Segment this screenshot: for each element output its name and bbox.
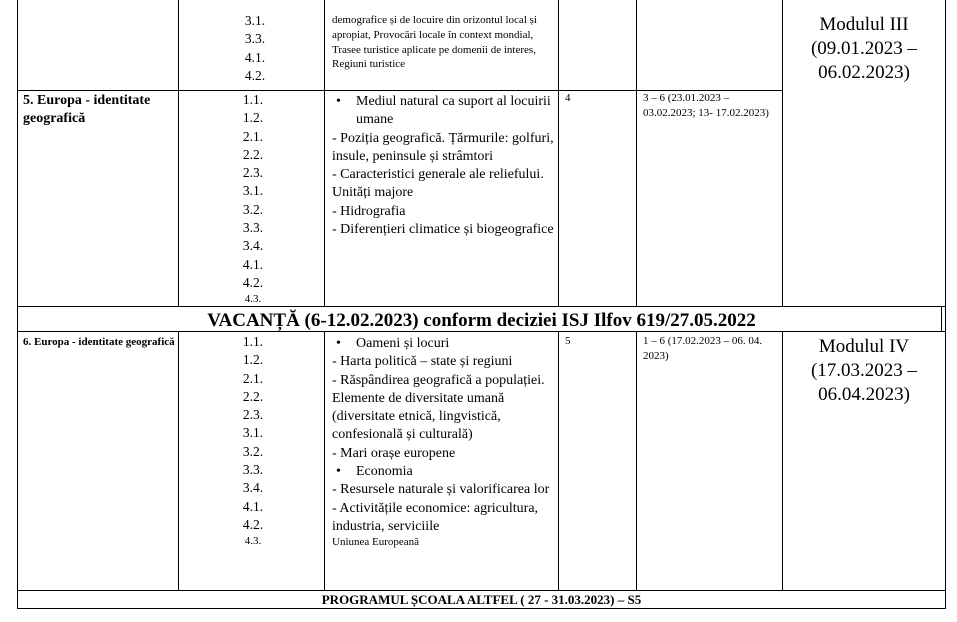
code: 1.1. (242, 334, 264, 349)
row5-content (332, 93, 554, 239)
row5-codes (228, 91, 278, 306)
row6-hours: 5 (565, 335, 571, 347)
code: 2.1. (242, 370, 264, 386)
code: 4.3. (244, 293, 262, 306)
content-line: - Activitățile economice: agricultura, industria, serviciile (332, 500, 539, 534)
unit-5-title: 5. Europa - identitate geografică (23, 93, 151, 126)
code: 2.2. (242, 388, 264, 404)
footer-banner: PROGRAMUL ȘCOALA ALTFEL ( 27 - 31.03.2023) – S5 (321, 592, 642, 607)
code: 4.2. (242, 274, 264, 290)
code: 4.2. (244, 67, 266, 83)
content-line: - Diferențieri climatice și biogeografice (332, 222, 554, 238)
module-end: 06.04.2023) (818, 384, 910, 405)
code: 1.1. (242, 92, 264, 107)
code: 1.2. (242, 352, 264, 368)
module-title: Modulul III (819, 14, 909, 35)
small-note: Uniunea Europeană (332, 536, 420, 549)
code: 3.1. (242, 183, 264, 199)
content-line: - Harta politică – state și regiuni (332, 354, 513, 370)
row6-codes (228, 333, 278, 548)
top-row-content: demografice și de locuire din orizontul local și apropiat, Provocări locale în context mondial, Trasee turistice aplicate pe domenii de interes, Regiuni turistice (332, 14, 537, 71)
code: 1.2. (242, 110, 264, 126)
code: 4.1. (242, 256, 264, 272)
content-line: - Mari orașe europene (332, 445, 456, 461)
code: 3.1. (242, 425, 264, 441)
code: 3.4. (242, 238, 264, 254)
content-line: - Caracteristici generale ale reliefului. Unități majore (332, 167, 544, 201)
code: 4.3. (244, 535, 262, 548)
content-line: - Resursele naturale și valorificarea lor (332, 482, 550, 498)
code: 3.1. (244, 13, 266, 28)
code: 3.3. (244, 31, 266, 47)
code: 4.2. (242, 516, 264, 532)
module-iii-label (790, 13, 938, 85)
bullet-item: • Oameni și locuri (332, 335, 554, 353)
code: 2.1. (242, 128, 264, 144)
unit-6-title: 6. Europa - identitate geografică (23, 336, 175, 348)
code: 2.3. (242, 407, 264, 423)
row6-content (332, 335, 554, 549)
content-line: - Hidrografia (332, 203, 406, 219)
code: 4.1. (242, 498, 264, 514)
code: 3.2. (242, 201, 264, 217)
code: 2.2. (242, 146, 264, 162)
code: 4.1. (244, 49, 266, 65)
code: 3.3. (242, 462, 264, 478)
content-line: - Poziția geografică. Țărmurile: golfuri, insule, peninsule și strâmtori (332, 130, 554, 164)
module-start: (09.01.2023 – (810, 38, 918, 59)
module-iv-label (790, 335, 938, 407)
bullet-item: • Mediul natural ca suport al locuirii umane (332, 93, 554, 130)
module-title: Modulul IV (818, 336, 910, 357)
code: 3.3. (242, 220, 264, 236)
bullet-item: • Economia (332, 463, 554, 481)
row5-hours: 4 (565, 92, 571, 104)
code: 3.2. (242, 443, 264, 459)
code: 3.4. (242, 480, 264, 496)
vacation-banner: VACANȚĂ (6-12.02.2023) conform deciziei ISJ Ilfov 619/27.05.2022 (207, 310, 756, 331)
row6-weeks: 1 – 6 (17.02.2023 – 06. 04. 2023) (643, 335, 763, 362)
module-start: (17.03.2023 – (810, 360, 918, 381)
content-line: - Răspândirea geografică a populației. Elemente de diversitate umană (diversitate etnică, lingvistică, confesională și culturală) (332, 372, 545, 443)
top-row-codes (230, 12, 280, 85)
row5-weeks: 3 – 6 (23.01.2023 – 03.02.2023; 13- 17.02.2023) (643, 92, 769, 119)
module-end: 06.02.2023) (818, 62, 910, 83)
code: 2.3. (242, 165, 264, 181)
